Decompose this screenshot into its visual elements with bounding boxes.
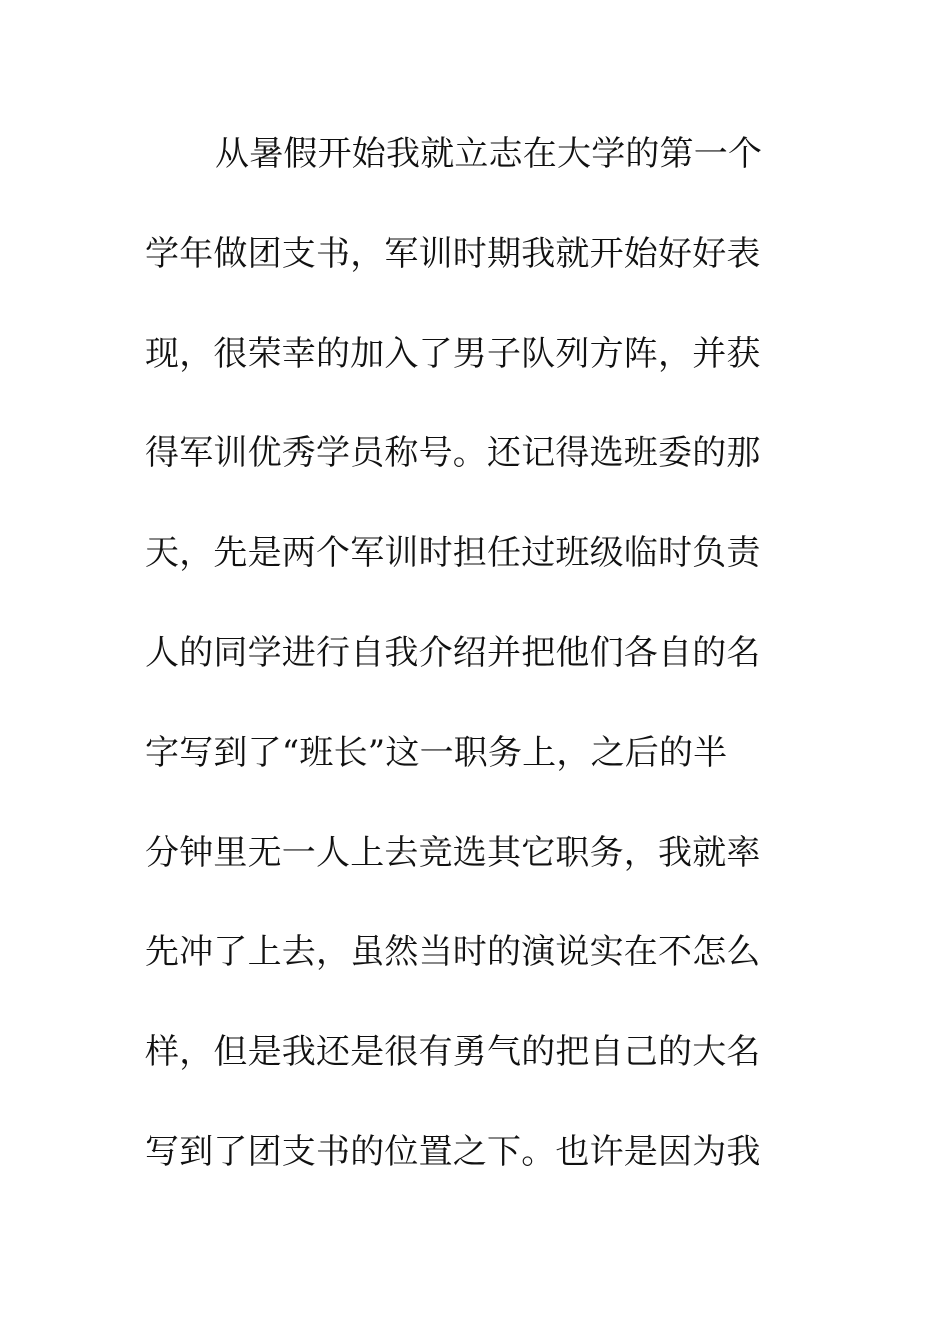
text-line: 样，但是我还是很有勇气的把自己的大名 [145,1032,761,1073]
text-line: 天，先是两个军训时担任过班级临时负责 [145,533,761,574]
text-line: 得军训优秀学员称号。还记得选班委的那 [145,433,761,474]
text-line: 写到了团支书的位置之下。也许是因为我 [145,1131,761,1172]
body-paragraph [145,128,785,1226]
text-line: 人的同学进行自我介绍并把他们各自的名 [145,632,761,673]
text-line: 先冲了上去，虽然当时的演说实在不怎么 [145,932,761,973]
text-line: 现，很荣幸的加入了男子队列方阵，并获 [145,333,761,374]
text-line: 分钟里无一人上去竞选其它职务，我就率 [145,832,761,873]
text-line: 学年做团支书，军训时期我就开始好好表 [145,233,761,274]
text-line: 从暑假开始我就立志在大学的第一个 [215,134,763,174]
text-line: 字写到了“班长”这一职务上，之后的半 [145,732,728,773]
